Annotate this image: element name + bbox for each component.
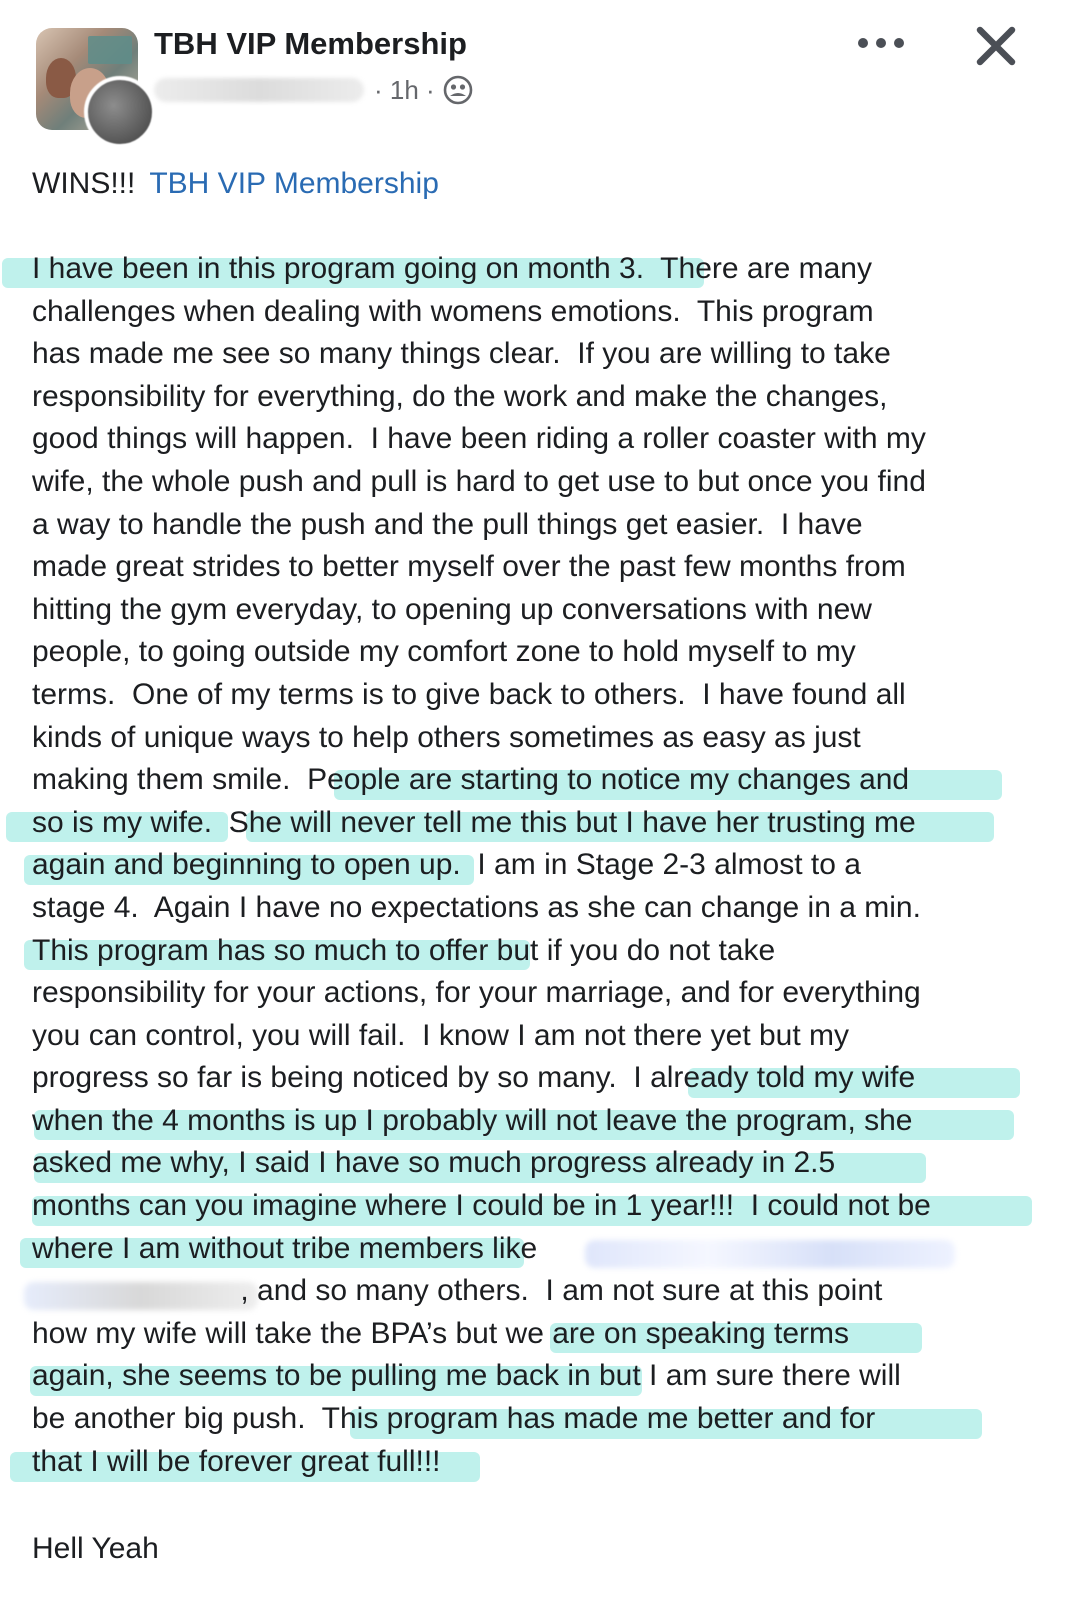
post-line: responsibility for everything, do the work and make the changes, xyxy=(32,379,888,413)
post-line: you can control, you will fail. I know I am not there yet but my xyxy=(32,1018,850,1052)
post-line: how my wife will take the BPA’s but we are on speaking terms xyxy=(32,1316,850,1350)
post-line: , and so many others. I am not sure at this point xyxy=(32,1274,883,1308)
more-options-icon[interactable] xyxy=(858,30,904,56)
post-closing: Hell Yeah xyxy=(32,1532,159,1565)
title-prefix: WINS!!! xyxy=(32,167,136,200)
post-body xyxy=(32,248,1032,1483)
post-line: people, to going outside my comfort zone to hold myself to my xyxy=(32,635,856,669)
post-line: wife, the whole push and pull is hard to get use to but once you find xyxy=(32,464,926,498)
close-icon[interactable] xyxy=(972,22,1020,70)
group-photo-banner xyxy=(88,36,132,64)
post-line: when the 4 months is up I probably will not leave the program, she xyxy=(32,1103,913,1137)
dot-icon xyxy=(876,38,886,48)
post-line: hitting the gym everyday, to opening up conversations with new xyxy=(32,592,872,626)
dot-icon xyxy=(858,38,868,48)
post-meta xyxy=(154,72,473,108)
post-line: again, she seems to be pulling me back in but I am sure there will xyxy=(32,1359,901,1393)
post-line: progress so far is being noticed by so many. I already told my wife xyxy=(32,1061,916,1095)
post-line: asked me why, I said I have so much progress already in 2.5 xyxy=(32,1146,836,1180)
post-line: good things will happen. I have been riding a roller coaster with my xyxy=(32,422,926,456)
author-avatar[interactable] xyxy=(84,76,156,148)
avatar-group[interactable] xyxy=(36,28,146,138)
post-line: so is my wife. She will never tell me this but I have her trusting me xyxy=(32,805,916,839)
post-line: a way to handle the push and the pull things get easier. I have xyxy=(32,507,863,541)
post-line: again and beginning to open up. I am in Stage 2-3 almost to a xyxy=(32,848,861,882)
post-line: terms. One of my terms is to give back to others. I have found all xyxy=(32,677,906,711)
post-line: where I am without tribe members like xyxy=(32,1231,538,1265)
post-line: be another big push. This program has made me better and for xyxy=(32,1402,876,1436)
post-title xyxy=(32,164,439,204)
post-line: responsibility for your actions, for your marriage, and for everything xyxy=(32,976,921,1010)
post-line: months can you imagine where I could be in 1 year!!! I could not be xyxy=(32,1189,931,1223)
post-line: This program has so much to offer but if you do not take xyxy=(32,933,776,967)
post-time[interactable]: · 1h · xyxy=(374,74,435,105)
group-name-link[interactable]: TBH VIP Membership xyxy=(154,26,467,61)
post-line: has made me see so many things clear. If you are willing to take xyxy=(32,337,891,371)
post-header xyxy=(0,0,1080,150)
post-line: challenges when dealing with womens emotions. This program xyxy=(32,294,874,328)
post-line: kinds of unique ways to help others sometimes as easy as just xyxy=(32,720,861,754)
group-tag-link[interactable]: TBH VIP Membership xyxy=(149,167,439,200)
author-name-redacted[interactable] xyxy=(154,78,364,102)
post-line: that I will be forever great full!!! xyxy=(32,1444,441,1478)
post-line: stage 4. Again I have no expectations as she can change in a min. xyxy=(32,890,921,924)
post-line: made great strides to better myself over the past few months from xyxy=(32,550,906,584)
post-line: I have been in this program going on month 3. There are many xyxy=(32,252,872,285)
dot-icon xyxy=(894,38,904,48)
post-line: making them smile. People are starting to notice my changes and xyxy=(32,763,910,797)
group-members-icon xyxy=(443,75,473,105)
